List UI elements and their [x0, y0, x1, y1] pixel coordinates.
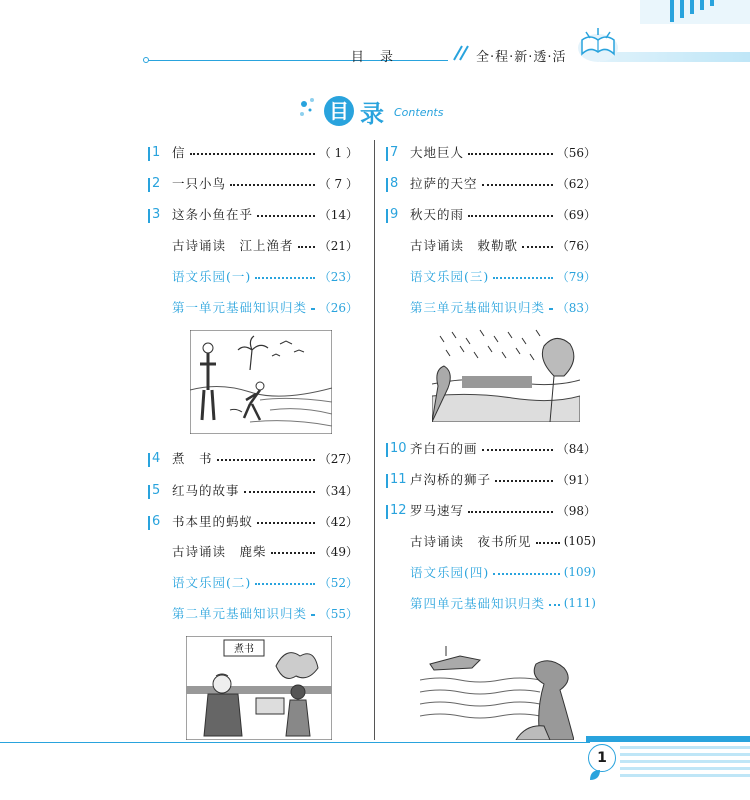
dot-leader	[190, 153, 315, 155]
page-ref: （ 1 ）	[318, 145, 358, 160]
entry-title: 语文乐园(一)	[172, 269, 252, 284]
entry-title: 古诗诵读 敕勒歌	[410, 238, 519, 253]
dot-leader	[549, 604, 560, 606]
footer-stripes	[610, 746, 750, 786]
entry-title: 古诗诵读 夜书所见	[410, 534, 532, 549]
toc-entry[interactable]	[148, 541, 358, 561]
toc-entry[interactable]	[386, 562, 596, 582]
toc-entry[interactable]	[148, 603, 358, 623]
dot-leader	[482, 184, 553, 186]
lesson-number: 11	[386, 472, 410, 487]
dot-leader	[257, 522, 315, 524]
dot-leader	[217, 459, 315, 461]
page-ref: (111)	[563, 596, 596, 610]
dot-leader	[255, 277, 314, 279]
contents-title	[314, 92, 454, 128]
page-ref: （21）	[318, 238, 358, 253]
page-ref: （79）	[556, 269, 596, 284]
column-divider	[374, 140, 375, 740]
entry-title: 第二单元基础知识归类	[172, 606, 308, 621]
toc-entry[interactable]	[386, 469, 596, 489]
page-ref: （91）	[556, 472, 596, 487]
lesson-number: 8	[386, 176, 410, 191]
page-ref: （84）	[556, 441, 596, 456]
leaf-icon	[588, 768, 602, 782]
open-book-icon	[576, 26, 620, 66]
page-ref: （42）	[318, 514, 358, 529]
entry-title: 语文乐园(四)	[410, 565, 490, 580]
entry-title: 一只小鸟	[172, 176, 227, 191]
page-ref: （98）	[556, 503, 596, 518]
dot-leader	[244, 491, 315, 493]
page-ref: （14）	[318, 207, 358, 222]
series-slogan: 全·程·新·透·活	[476, 50, 567, 65]
page-ref: （52）	[318, 575, 358, 590]
entry-title: 卢沟桥的狮子	[410, 472, 492, 487]
dot-leader	[255, 583, 314, 585]
dot-leader	[493, 573, 559, 575]
dot-leader	[482, 449, 553, 451]
entry-title: 齐白石的画	[410, 441, 478, 456]
dot-leader	[468, 153, 553, 155]
boat-illustration	[420, 640, 574, 740]
corner-decoration	[640, 0, 750, 24]
toc-entry[interactable]	[148, 204, 358, 224]
toc-entry[interactable]	[386, 297, 596, 317]
page-ref: （76）	[556, 238, 596, 253]
page-ref: （56）	[556, 145, 596, 160]
page-ref: (109)	[563, 565, 596, 579]
toc-entry[interactable]	[148, 297, 358, 317]
page-ref: （27）	[318, 451, 358, 466]
lesson-number: 9	[386, 207, 410, 222]
entry-title: 红马的故事	[172, 483, 240, 498]
dot-leader	[311, 614, 315, 616]
page-ref: （83）	[556, 300, 596, 315]
toc-entry[interactable]	[386, 142, 596, 162]
page-ref: （49）	[318, 544, 358, 559]
toc-entry[interactable]	[148, 480, 358, 500]
dot-leader	[298, 246, 315, 248]
toc-entry[interactable]	[148, 572, 358, 592]
entry-title: 秋天的雨	[410, 207, 465, 222]
toc-entry[interactable]	[386, 266, 596, 286]
entry-title: 语文乐园(三)	[410, 269, 490, 284]
toc-entry[interactable]	[148, 511, 358, 531]
page-number: 1	[588, 744, 616, 772]
toc-entry[interactable]	[148, 142, 358, 162]
dot-leader	[468, 511, 553, 513]
slash-mark-icon	[452, 44, 470, 62]
dot-leader	[257, 215, 315, 217]
toc-entry[interactable]	[386, 438, 596, 458]
dot-leader	[549, 308, 553, 310]
toc-entry[interactable]	[386, 500, 596, 520]
page-ref: (105)	[563, 534, 596, 548]
entry-title: 古诗诵读 鹿柴	[172, 544, 267, 559]
lesson-number: 5	[148, 483, 172, 498]
dot-leader	[536, 542, 560, 544]
entry-title: 大地巨人	[410, 145, 465, 160]
entry-title: 语文乐园(二)	[172, 575, 252, 590]
lesson-number: 1	[148, 145, 172, 160]
toc-entry[interactable]	[148, 235, 358, 255]
toc-entry[interactable]	[386, 593, 596, 613]
entry-title: 第三单元基础知识归类	[410, 300, 546, 315]
entry-title: 罗马速写	[410, 503, 465, 518]
toc-entry[interactable]	[386, 531, 596, 551]
toc-entry[interactable]	[148, 266, 358, 286]
entry-title: 这条小鱼在乎	[172, 207, 254, 222]
toc-entry[interactable]	[386, 204, 596, 224]
boiling-book-illustration	[186, 636, 332, 740]
entry-title: 煮 书	[172, 451, 213, 466]
page-ref: （69）	[556, 207, 596, 222]
dot-leader	[495, 480, 553, 482]
lesson-number: 3	[148, 207, 172, 222]
toc-entry[interactable]	[386, 173, 596, 193]
lesson-number: 6	[148, 514, 172, 529]
dot-leader	[493, 277, 552, 279]
toc-entry[interactable]	[386, 235, 596, 255]
page-ref: （55）	[318, 606, 358, 621]
lesson-number: 10	[386, 441, 410, 456]
toc-entry[interactable]	[148, 173, 358, 193]
dot-leader	[311, 308, 315, 310]
page-ref: （62）	[556, 176, 596, 191]
page-ref: （26）	[318, 300, 358, 315]
beach-illustration	[190, 330, 332, 434]
rain-landscape-illustration	[432, 326, 580, 422]
title-char-mu: 目	[324, 96, 354, 126]
lesson-number: 12	[386, 503, 410, 518]
page-ref: （ 7 ）	[318, 176, 358, 191]
entry-title: 古诗诵读 江上渔者	[172, 238, 294, 253]
dot-leader	[230, 184, 315, 186]
dot-leader	[468, 215, 553, 217]
dot-leader	[522, 246, 553, 248]
lesson-number: 2	[148, 176, 172, 191]
dot-leader	[271, 552, 315, 554]
entry-title: 拉萨的天空	[410, 176, 478, 191]
title-char-lu: 录	[360, 99, 384, 128]
page-ref: （34）	[318, 483, 358, 498]
toc-entry[interactable]	[148, 448, 358, 468]
running-header-title: 目 录	[350, 50, 400, 65]
entry-title: 第一单元基础知识归类	[172, 300, 308, 315]
entry-title: 信	[172, 145, 186, 160]
lesson-number: 4	[148, 451, 172, 466]
entry-title: 第四单元基础知识归类	[410, 596, 546, 611]
entry-title: 书本里的蚂蚁	[172, 514, 254, 529]
illustration-sign: 煮书	[234, 644, 254, 655]
footer-rule	[0, 742, 590, 743]
page-ref: （23）	[318, 269, 358, 284]
footer-bar	[586, 736, 750, 742]
lesson-number: 7	[386, 145, 410, 160]
title-english: Contents	[394, 106, 444, 119]
